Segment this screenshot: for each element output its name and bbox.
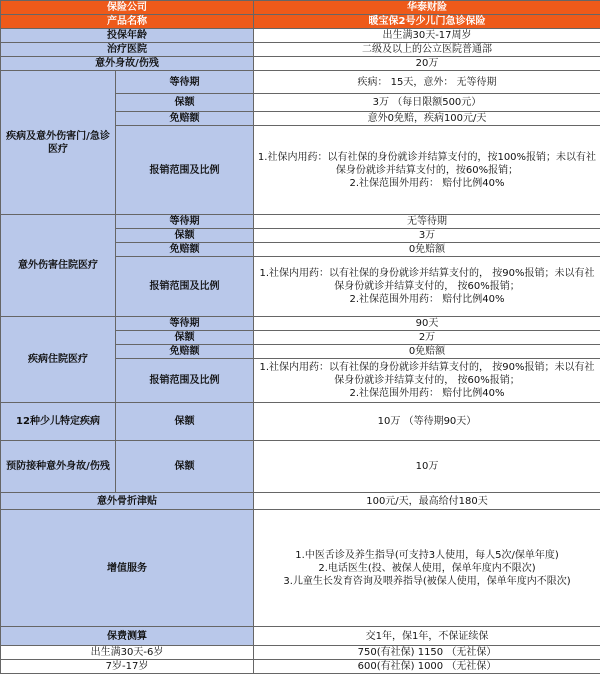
company-label: 保险公司 (1, 1, 254, 15)
accident-hosp-amount-value: 3万 (254, 229, 600, 243)
disease-hosp-deduct-value: 0免赔额 (254, 345, 600, 359)
product-label: 产品名称 (1, 15, 254, 29)
outpatient-amount-label: 保额 (116, 94, 254, 112)
vaccine-title: 预防接种意外身故/伤残 (1, 441, 116, 493)
premium-row1-age: 出生满30天-6岁 (1, 646, 254, 660)
premium-note: 交1年，保1年，不保证续保 (254, 627, 600, 646)
age-label: 投保年龄 (1, 29, 254, 43)
premium-row1-value: 750(有社保) 1150 （无社保） (254, 646, 600, 660)
accident-hosp-title: 意外伤害住院医疗 (1, 215, 116, 317)
accident-hosp-scope-line1: 1.社保内用药：以有社保的身份就诊并结算支付的， 按90%报销；未以有社保身份就诊并结算支付的， 按60%报销； (259, 268, 595, 292)
special-disease-title: 12种少儿特定疾病 (1, 403, 116, 441)
accident-hosp-deduct-label: 免赔额 (116, 243, 254, 257)
product-value: 暖宝保2号少儿门急诊保险 (254, 15, 600, 29)
outpatient-amount-value: 3万 （每日限额500元） (254, 94, 600, 112)
accident-hosp-wait-label: 等待期 (116, 215, 254, 229)
fracture-value: 100元/天，最高给付180天 (254, 493, 600, 510)
special-disease-amount-value: 10万 （等待期90天） (254, 403, 600, 441)
disease-hosp-amount-label: 保额 (116, 331, 254, 345)
accident-death-value: 20万 (254, 57, 600, 71)
accident-hosp-wait-value: 无等待期 (254, 215, 600, 229)
outpatient-deduct-label: 免赔额 (116, 112, 254, 126)
outpatient-scope-value (254, 126, 600, 215)
fracture-label: 意外骨折津贴 (1, 493, 254, 510)
disease-hosp-amount-value: 2万 (254, 331, 600, 345)
disease-hosp-wait-value: 90天 (254, 317, 600, 331)
service-item: 2.电话医生(投、被保人使用，保单年度内不限次) (318, 562, 536, 574)
services-label: 增值服务 (1, 510, 254, 627)
service-item: 1.中医舌诊及养生指导(可支持3人使用，每人5次/保单年度) (295, 549, 559, 561)
services-value (254, 510, 600, 627)
outpatient-scope-line2: 2.社保范围外用药： 赔付比例40% (349, 177, 505, 189)
outpatient-scope-label: 报销范围及比例 (116, 126, 254, 215)
disease-hosp-scope-line2: 2.社保范围外用药： 赔付比例40% (349, 388, 505, 399)
service-item: 3.儿童生长发育咨询及喂养指导(被保人使用，保单年度内不限次) (283, 575, 571, 587)
outpatient-scope-line1: 1.社保内用药：以有社保的身份就诊并结算支付的，按100%报销；未以有社保身份就诊并结算支付的，按60%报销； (257, 151, 597, 176)
premium-row2-age: 7岁-17岁 (1, 660, 254, 674)
disease-hosp-wait-label: 等待期 (116, 317, 254, 331)
disease-hosp-title: 疾病住院医疗 (1, 317, 116, 403)
disease-hosp-scope-line1: 1.社保内用药：以有社保的身份就诊并结算支付的， 按90%报销；未以有社保身份就诊并结算支付的， 按60%报销； (259, 362, 595, 386)
disease-hosp-scope-value (254, 359, 600, 403)
accident-hosp-scope-line2: 2.社保范围外用药： 赔付比例40% (349, 294, 505, 305)
outpatient-wait-label: 等待期 (116, 71, 254, 94)
hospital-label: 治疗医院 (1, 43, 254, 57)
disease-hosp-scope-label: 报销范围及比例 (116, 359, 254, 403)
company-value: 华泰财险 (254, 1, 600, 15)
accident-hosp-amount-label: 保额 (116, 229, 254, 243)
age-value: 出生满30天-17周岁 (254, 29, 600, 43)
vaccine-amount-label: 保额 (116, 441, 254, 493)
disease-hosp-deduct-label: 免赔额 (116, 345, 254, 359)
outpatient-deduct-value: 意外0免赔，疾病100元/天 (254, 112, 600, 126)
hospital-value: 二级及以上的公立医院普通部 (254, 43, 600, 57)
accident-death-label: 意外身故/伤残 (1, 57, 254, 71)
accident-hosp-scope-value (254, 257, 600, 317)
outpatient-title: 疾病及意外伤害门/急诊医疗 (1, 71, 116, 215)
special-disease-amount-label: 保额 (116, 403, 254, 441)
accident-hosp-deduct-value: 0免赔额 (254, 243, 600, 257)
vaccine-amount-value: 10万 (254, 441, 600, 493)
accident-hosp-scope-label: 报销范围及比例 (116, 257, 254, 317)
outpatient-wait-value: 疾病： 15天，意外： 无等待期 (254, 71, 600, 94)
premium-row2-value: 600(有社保) 1000 （无社保） (254, 660, 600, 674)
premium-label: 保费测算 (1, 627, 254, 646)
